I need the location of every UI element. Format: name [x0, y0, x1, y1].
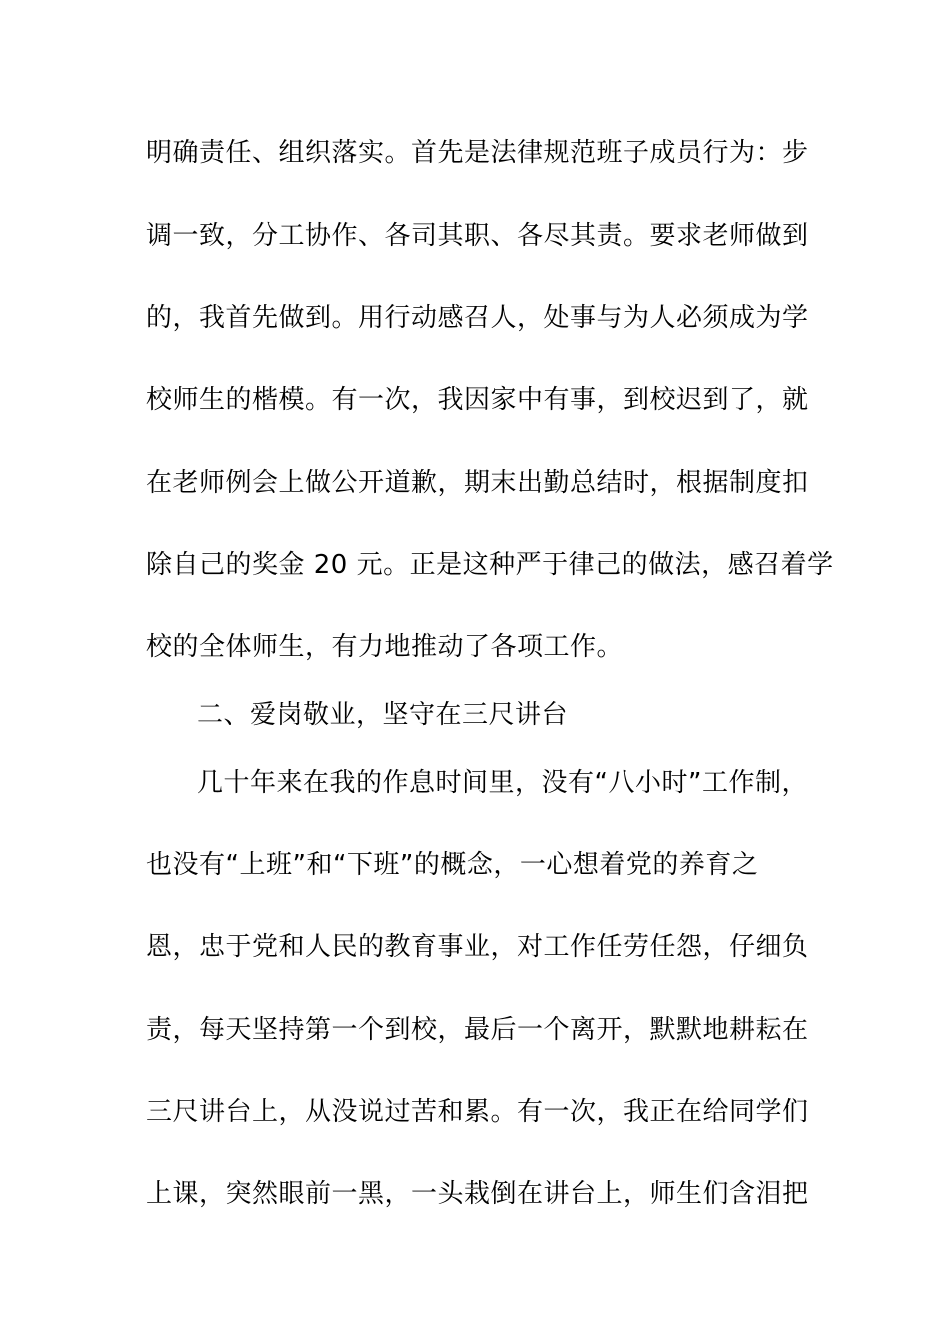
text-line: 调一致，分工协作、各司其职、各尽其责。要求老师做到	[146, 221, 809, 251]
text-line: 明确责任、组织落实。首先是法律规范班子成员行为：步	[146, 138, 809, 168]
text-line: 也没有“上班”和“下班”的概念，一心想着党的养育之	[146, 850, 759, 880]
text-line: 的，我首先做到。用行动感召人，处事与为人必须成为学	[146, 303, 809, 333]
text-line: 恩，忠于党和人民的教育事业，对工作任劳任怨，仔细负	[146, 932, 809, 962]
text-line: 在老师例会上做公开道歉，期末出勤总结时，根据制度扣	[146, 468, 809, 498]
paragraph-first-line: 几十年来在我的作息时间里，没有“八小时”工作制，	[197, 768, 808, 798]
text-line: 责，每天坚持第一个到校，最后一个离开，默默地耕耘在	[146, 1015, 809, 1045]
text-line: 除自己的奖金 20 元。正是这种严于律己的做法，感召着学	[146, 550, 834, 580]
text-line: 上课，突然眼前一黑，一头栽倒在讲台上，师生们含泪把	[146, 1179, 809, 1209]
text-line: 三尺讲台上，从没说过苦和累。有一次，我正在给同学们	[146, 1097, 809, 1127]
text-line: 校的全体师生，有力地推动了各项工作。	[146, 632, 624, 662]
section-heading: 二、爱岗敬业，坚守在三尺讲台	[197, 700, 569, 730]
text-line: 校师生的楷模。有一次，我因家中有事，到校迟到了，就	[146, 385, 809, 415]
